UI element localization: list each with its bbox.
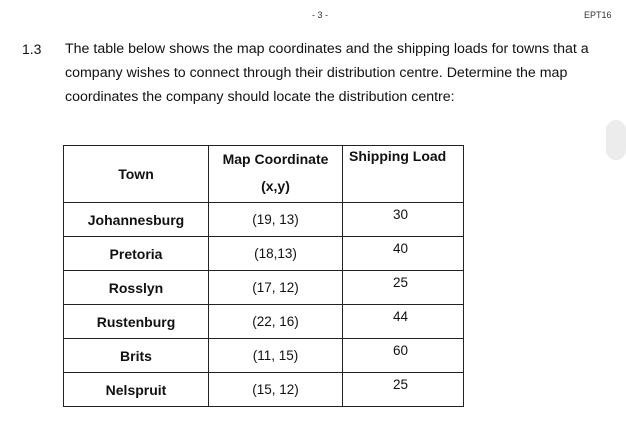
question-text: The table below shows the map coordinates and the shipping loads for towns that a company wishes to connect through their distribution centre. Determine the map coordinates the company should locate the distribution centre: xyxy=(65,41,589,105)
cell-load: 30 xyxy=(343,203,464,237)
table-row xyxy=(64,339,464,373)
cell-coordinate: (15, 12) xyxy=(209,373,343,407)
table-header-row xyxy=(64,146,464,203)
cell-coordinate: (11, 15) xyxy=(209,339,343,373)
cell-town: Rosslyn xyxy=(64,271,209,305)
header-map-coordinate-line1: Map Coordinate xyxy=(222,151,329,167)
cell-load: 25 xyxy=(343,373,464,407)
cell-town: Johannesburg xyxy=(64,203,209,237)
cell-coordinate: (19, 13) xyxy=(209,203,343,237)
table-row xyxy=(64,373,464,407)
towns-table xyxy=(63,145,464,407)
cell-load: 44 xyxy=(343,305,464,339)
cell-load: 60 xyxy=(343,339,464,373)
header-map-coordinate-line2: (x,y) xyxy=(261,178,290,194)
cell-town: Brits xyxy=(64,339,209,373)
cell-load: 25 xyxy=(343,271,464,305)
scroll-handle[interactable] xyxy=(606,120,626,160)
document-code: EPT16 xyxy=(584,10,612,20)
cell-coordinate: (18,13) xyxy=(209,237,343,271)
cell-coordinate: (22, 16) xyxy=(209,305,343,339)
cell-town: Rustenburg xyxy=(64,305,209,339)
page-number: - 3 - xyxy=(312,10,329,20)
cell-coordinate: (17, 12) xyxy=(209,271,343,305)
table-row xyxy=(64,271,464,305)
table-row xyxy=(64,237,464,271)
cell-town: Pretoria xyxy=(64,237,209,271)
table-row xyxy=(64,305,464,339)
header-map-coordinate xyxy=(209,146,343,203)
question-number: 1.3 xyxy=(22,41,42,57)
header-town: Town xyxy=(64,146,209,203)
table-row xyxy=(64,203,464,237)
data-table-container xyxy=(63,145,447,398)
cell-town: Nelspruit xyxy=(64,373,209,407)
cell-load: 40 xyxy=(343,237,464,271)
header-shipping-load: Shipping Load xyxy=(343,146,464,203)
